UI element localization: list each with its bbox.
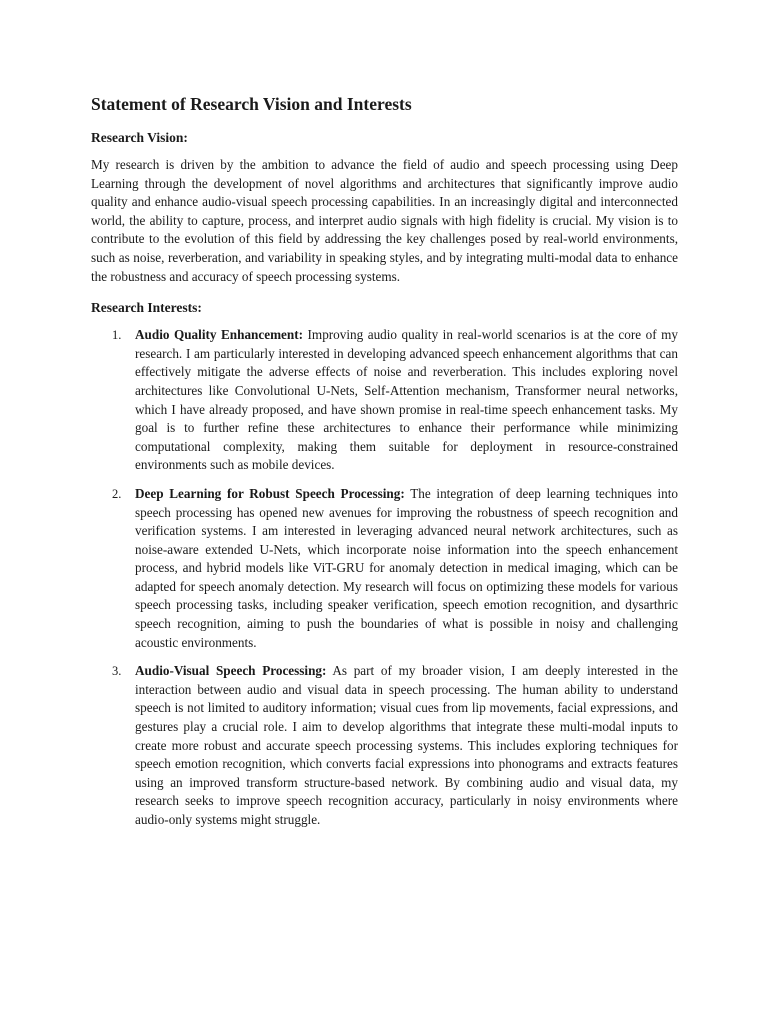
page-title: Statement of Research Vision and Interests <box>91 94 412 114</box>
list-item <box>91 485 678 652</box>
list-item-number: 2. <box>112 486 122 501</box>
research-interests-list <box>91 326 678 829</box>
list-item-term: Deep Learning for Robust Speech Processing: <box>135 485 405 501</box>
list-item-text: As part of my broader vision, I am deeply interested in the interaction between audio and visual data in speech processing. The human ability to understand speech is not limited to auditory information; visual cues from lip movements, facial expressions, and gestures play a crucial role. I aim to develop algorithms that integrate these multi-modal inputs to create more robust and accurate speech processing systems. This includes exploring techniques for speech emotion recognition, which converts facial expressions into phonograms and extracts features using an improved transform structure-based network. By combining audio and visual data, my research seeks to improve speech recognition accuracy, particularly in noisy environments where audio-only systems might struggle. <box>135 663 678 827</box>
list-item-number: 3. <box>112 664 122 679</box>
list-item-text: The integration of deep learning techniques into speech processing has opened new avenues for improving the robustness of speech recognition and verification systems. I am interested in leveraging advanced neural network architectures, such as noise-aware extended U-Nets, which incorporate noise information into the speech enhancement process, and hybrid models like ViT-GRU for anomaly detection in medical imaging, which can be adapted for speech anomaly detection. My research will focus on optimizing these models for various speech processing tasks, including speaker verification, speech emotion recognition, and dysarthric speech recognition, aiming to push the boundaries of what is possible in noisy and challenging acoustic environments. <box>135 485 678 650</box>
list-item-number: 1. <box>112 328 122 343</box>
research-vision-heading: Research Vision: <box>91 130 188 145</box>
list-item-term: Audio Quality Enhancement: <box>135 327 304 343</box>
research-interests-heading: Research Interests: <box>91 300 202 316</box>
list-item-text: Improving audio quality in real-world scenarios is at the core of my research. I am particularly interested in developing advanced speech enhancement algorithms that can effectively mitigate the adverse effects of noise and reverberation. This includes exploring novel architectures like Convolutional U-Nets, Self-Attention mechanism, Transformer neural networks, which I have already proposed, and have shown promise in real-time speech enhancement tasks. My goal is to further refine these architectures to enhance their performance while minimizing computational complexity, making them suitable for deployment in resource-constrained environments such as mobile devices. <box>135 327 678 473</box>
list-item <box>91 326 678 475</box>
list-item-term: Audio-Visual Speech Processing: <box>135 663 327 679</box>
research-vision-paragraph: My research is driven by the ambition to advance the field of audio and speech processing using Deep Learning through the development of novel algorithms and architectures that significantly improve audio quality and enhance audio-visual speech processing capabilities. In an increasingly digital and interconnected world, the ability to capture, process, and interpret audio signals with high fidelity is crucial. My vision is to contribute to the evolution of this field by addressing the key challenges posed by real-world environments, such as noise, reverberation, and variability in speaking styles, and by integrating multi-modal data to enhance the robustness and accuracy of speech processing systems. <box>91 157 678 284</box>
list-item <box>91 662 678 829</box>
